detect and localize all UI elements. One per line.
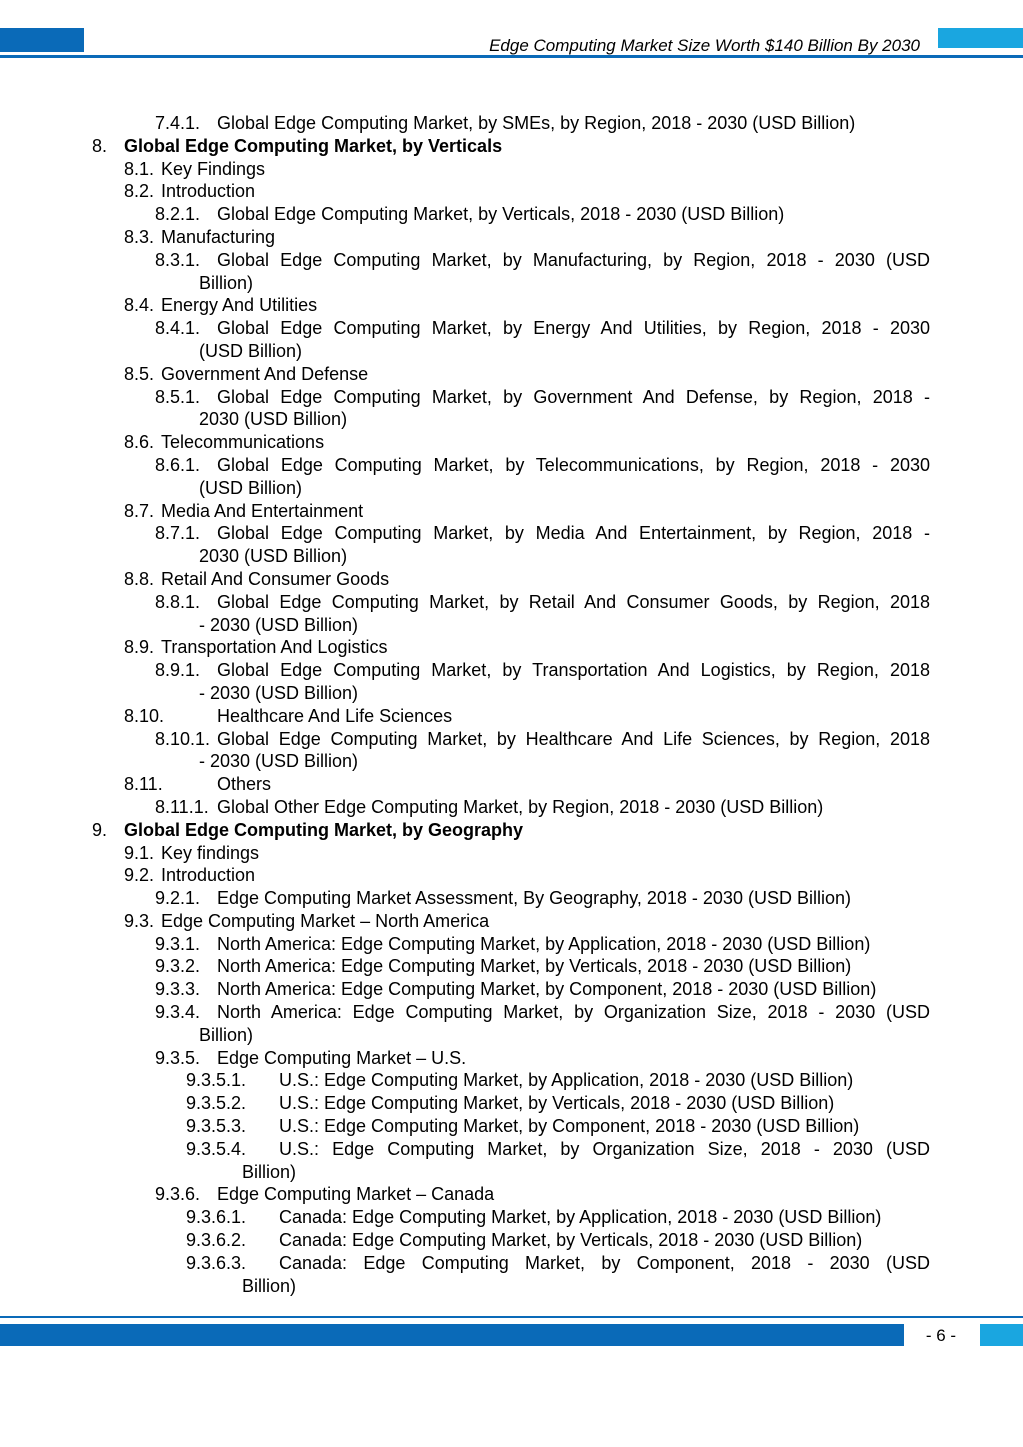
toc-entry-number: 8.6.1. bbox=[155, 454, 201, 475]
toc-entry-continuation bbox=[0, 408, 1023, 431]
toc-entry bbox=[0, 864, 1023, 887]
toc-entry-text: Global Edge Computing Market, by Retail And Consumer Goods, by Region, 2018 bbox=[217, 591, 930, 612]
toc-entry-number: 9.3.6.3. bbox=[186, 1252, 247, 1273]
toc-entry-text: Global Edge Computing Market, by Healthcare And Life Sciences, by Region, 2018 bbox=[217, 728, 930, 749]
toc-entry-text: Key findings bbox=[161, 842, 260, 863]
toc-chapter-title: Global Edge Computing Market, by Geography bbox=[124, 819, 524, 840]
toc-entry bbox=[0, 226, 1023, 249]
toc-entry-number: 8.11.1. bbox=[155, 796, 209, 817]
toc-entry-text: Canada: Edge Computing Market, by Application, 2018 - 2030 (USD Billion) bbox=[279, 1207, 882, 1228]
toc-entry-continuation bbox=[0, 1161, 1023, 1184]
toc-entry bbox=[0, 933, 1023, 956]
footer-band bbox=[0, 1324, 904, 1346]
toc-entry-text: Global Other Edge Computing Market, by Region, 2018 - 2030 (USD Billion) bbox=[217, 796, 824, 817]
toc-entry bbox=[0, 659, 1023, 682]
toc-entry-number: 9.1. bbox=[124, 842, 155, 863]
toc-entry-text: Transportation And Logistics bbox=[161, 637, 388, 658]
toc-entry-text: Edge Computing Market – Canada bbox=[217, 1184, 495, 1205]
toc-entry-text: 2030 (USD Billion) bbox=[199, 546, 348, 567]
toc-entry-number: 9.3.6.1. bbox=[186, 1207, 247, 1228]
toc-entry bbox=[0, 978, 1023, 1001]
toc-entry-text: North America: Edge Computing Market, by Organization Size, 2018 - 2030 (USD bbox=[217, 1002, 930, 1023]
toc-entry-text: Global Edge Computing Market, by Government And Defense, by Region, 2018 - bbox=[217, 386, 930, 407]
toc-entry-number: 7.4.1. bbox=[155, 113, 201, 133]
toc-entry-text: Government And Defense bbox=[161, 363, 369, 384]
toc-entry-number: 9.3. bbox=[124, 910, 155, 931]
toc-entry bbox=[0, 1092, 1023, 1115]
toc-entry-text: Global Edge Computing Market, by Telecommunications, by Region, 2018 - 2030 bbox=[217, 454, 930, 475]
toc-entry-continuation bbox=[0, 750, 1023, 773]
toc-entry bbox=[0, 842, 1023, 865]
toc-entry bbox=[0, 796, 1023, 819]
toc-entry-number: 8.1. bbox=[124, 158, 155, 179]
toc-entry-number: 9.3.6.2. bbox=[186, 1230, 247, 1251]
toc-entry-number: 9.3.3. bbox=[155, 979, 201, 1000]
toc-entry bbox=[0, 431, 1023, 454]
toc-entry bbox=[0, 773, 1023, 796]
header-accent-right bbox=[938, 28, 1023, 48]
toc-entry-number: 9. bbox=[92, 819, 108, 840]
toc-chapter bbox=[0, 819, 1023, 842]
toc-entry bbox=[0, 500, 1023, 523]
toc-entry bbox=[0, 1229, 1023, 1252]
toc-entry-continuation bbox=[0, 1275, 1023, 1298]
toc-entry-number: 8.3.1. bbox=[155, 249, 201, 270]
toc-entry-text: Canada: Edge Computing Market, by Verticals, 2018 - 2030 (USD Billion) bbox=[279, 1230, 863, 1251]
toc-entry-text: - 2030 (USD Billion) bbox=[199, 751, 359, 772]
toc-entry bbox=[0, 112, 1023, 135]
toc-entry-text: Global Edge Computing Market, by Manufacturing, by Region, 2018 - 2030 (USD bbox=[217, 249, 930, 270]
toc-entry bbox=[0, 591, 1023, 614]
toc-entry-text: Global Edge Computing Market, by Transportation And Logistics, by Region, 2018 bbox=[217, 660, 930, 681]
toc-entry-number: 8.10.1. bbox=[155, 728, 211, 749]
toc-entry-continuation bbox=[0, 614, 1023, 637]
toc-entry-text: Global Edge Computing Market, by Verticals, 2018 - 2030 (USD Billion) bbox=[217, 204, 785, 225]
toc-entry-text: Others bbox=[217, 774, 272, 795]
toc-entry bbox=[0, 910, 1023, 933]
toc-entry bbox=[0, 887, 1023, 910]
toc-entry-number: 9.3.5.1. bbox=[186, 1070, 247, 1091]
footer-accent-right bbox=[980, 1324, 1023, 1346]
toc-entry-number: 9.3.5. bbox=[155, 1047, 201, 1068]
toc-chapter-title: Global Edge Computing Market, by Verticals bbox=[124, 135, 503, 156]
toc-entry-number: 8.8. bbox=[124, 568, 155, 589]
toc-entry-continuation bbox=[0, 340, 1023, 363]
toc-entry-number: 8. bbox=[92, 135, 108, 156]
toc-entry-text: - 2030 (USD Billion) bbox=[199, 682, 359, 703]
toc-entry-text: North America: Edge Computing Market, by Component, 2018 - 2030 (USD Billion) bbox=[217, 979, 877, 1000]
page-number: - 6 - bbox=[925, 1326, 957, 1345]
toc-entry bbox=[0, 158, 1023, 181]
toc-entry bbox=[0, 1206, 1023, 1229]
toc-entry-continuation bbox=[0, 545, 1023, 568]
toc-entry-number: 8.10. bbox=[124, 705, 165, 726]
toc-entry-number: 8.8.1. bbox=[155, 591, 201, 612]
toc-entry bbox=[0, 317, 1023, 340]
toc-entry bbox=[0, 705, 1023, 728]
toc-entry-number: 8.2. bbox=[124, 181, 155, 202]
toc-entry bbox=[0, 363, 1023, 386]
toc-entry-number: 8.9.1. bbox=[155, 660, 201, 681]
toc-entry-number: 9.3.6. bbox=[155, 1184, 201, 1205]
toc-entry-number: 8.6. bbox=[124, 432, 155, 453]
toc-entry-text: - 2030 (USD Billion) bbox=[199, 614, 359, 635]
toc-entry bbox=[0, 249, 1023, 272]
toc-entry-text: Billion) bbox=[242, 1275, 297, 1296]
toc-entry-number: 8.3. bbox=[124, 226, 155, 247]
toc-entry bbox=[0, 1138, 1023, 1161]
toc-entry-text: Global Edge Computing Market, by SMEs, by Region, 2018 - 2030 (USD Billion) bbox=[217, 113, 856, 133]
toc-entry-number: 8.4.1. bbox=[155, 318, 201, 339]
toc-entry-number: 8.9. bbox=[124, 637, 155, 658]
toc-entry-text: U.S.: Edge Computing Market, by Component, 2018 - 2030 (USD Billion) bbox=[279, 1116, 860, 1137]
toc-entry-number: 8.2.1. bbox=[155, 204, 201, 225]
toc-entry bbox=[0, 294, 1023, 317]
toc-entry bbox=[0, 1047, 1023, 1070]
toc-entry-text: Introduction bbox=[161, 865, 256, 886]
toc-entry-continuation bbox=[0, 682, 1023, 705]
toc-entry-number: 8.5. bbox=[124, 363, 155, 384]
toc-entry bbox=[0, 454, 1023, 477]
toc-entry bbox=[0, 386, 1023, 409]
toc-entry-text: Edge Computing Market Assessment, By Geography, 2018 - 2030 (USD Billion) bbox=[217, 888, 851, 909]
toc-entry-number: 9.3.2. bbox=[155, 956, 201, 977]
toc-entry-text: Retail And Consumer Goods bbox=[161, 568, 390, 589]
toc-entry-text: 2030 (USD Billion) bbox=[199, 409, 348, 430]
toc-entry bbox=[0, 1115, 1023, 1138]
toc-entry-text: North America: Edge Computing Market, by Verticals, 2018 - 2030 (USD Billion) bbox=[217, 956, 852, 977]
toc-entry-text: (USD Billion) bbox=[199, 477, 303, 498]
toc-entry-number: 9.3.1. bbox=[155, 933, 201, 954]
footer-rule bbox=[0, 1316, 1023, 1318]
toc-entry-number: 8.7.1. bbox=[155, 523, 201, 544]
toc-entry-number: 9.2.1. bbox=[155, 888, 201, 909]
toc-entry-number: 9.3.5.3. bbox=[186, 1116, 247, 1137]
toc-entry-text: Healthcare And Life Sciences bbox=[217, 705, 453, 726]
toc-entry-text: Canada: Edge Computing Market, by Component, 2018 - 2030 (USD bbox=[279, 1252, 930, 1273]
header-accent-left bbox=[0, 28, 84, 52]
toc-entry bbox=[0, 1252, 1023, 1275]
toc-entry-number: 8.5.1. bbox=[155, 386, 201, 407]
header-rule bbox=[0, 55, 1023, 58]
toc-entry-text: Key Findings bbox=[161, 158, 266, 179]
toc-entry-text: U.S.: Edge Computing Market, by Verticals, 2018 - 2030 (USD Billion) bbox=[279, 1093, 835, 1114]
toc-entry-text: U.S.: Edge Computing Market, by Organization Size, 2018 - 2030 (USD bbox=[279, 1138, 930, 1159]
toc-entry-text: Media And Entertainment bbox=[161, 500, 364, 521]
toc-entry bbox=[0, 728, 1023, 751]
toc-entry bbox=[0, 1183, 1023, 1206]
table-of-contents bbox=[0, 112, 1023, 1297]
toc-entry-number: 8.7. bbox=[124, 500, 155, 521]
toc-entry bbox=[0, 1069, 1023, 1092]
toc-entry-text: Billion) bbox=[199, 1024, 254, 1045]
toc-entry-text: Edge Computing Market – U.S. bbox=[217, 1047, 467, 1068]
toc-entry-number: 9.3.4. bbox=[155, 1002, 201, 1023]
toc-entry-number: 9.2. bbox=[124, 865, 155, 886]
toc-entry-number: 9.3.5.4. bbox=[186, 1138, 247, 1159]
toc-entry-number: 8.11. bbox=[124, 774, 163, 795]
toc-entry-text: Energy And Utilities bbox=[161, 295, 318, 316]
toc-chapter bbox=[0, 135, 1023, 158]
toc-entry-continuation bbox=[0, 272, 1023, 295]
toc-entry-text: Billion) bbox=[199, 272, 254, 293]
toc-entry-text: Telecommunications bbox=[161, 432, 325, 453]
toc-entry bbox=[0, 522, 1023, 545]
toc-entry bbox=[0, 203, 1023, 226]
toc-entry bbox=[0, 568, 1023, 591]
toc-entry-text: Billion) bbox=[242, 1161, 297, 1182]
toc-entry bbox=[0, 1001, 1023, 1024]
toc-entry-continuation bbox=[0, 1024, 1023, 1047]
header-title: Edge Computing Market Size Worth $140 Billion By 2030 bbox=[489, 36, 920, 55]
toc-entry bbox=[0, 180, 1023, 203]
toc-entry-number: 8.4. bbox=[124, 295, 155, 316]
toc-entry-text: Introduction bbox=[161, 181, 256, 202]
toc-entry-text: Manufacturing bbox=[161, 226, 276, 247]
toc-entry-text: North America: Edge Computing Market, by Application, 2018 - 2030 (USD Billion) bbox=[217, 933, 871, 954]
toc-entry-text: U.S.: Edge Computing Market, by Application, 2018 - 2030 (USD Billion) bbox=[279, 1070, 854, 1091]
toc-entry bbox=[0, 636, 1023, 659]
toc-entry-text: Edge Computing Market – North America bbox=[161, 910, 490, 931]
toc-entry bbox=[0, 955, 1023, 978]
toc-entry-continuation bbox=[0, 477, 1023, 500]
toc-entry-number: 9.3.5.2. bbox=[186, 1093, 247, 1114]
toc-entry-text: Global Edge Computing Market, by Energy And Utilities, by Region, 2018 - 2030 bbox=[217, 318, 930, 339]
toc-entry-text: (USD Billion) bbox=[199, 340, 303, 361]
toc-entry-text: Global Edge Computing Market, by Media And Entertainment, by Region, 2018 - bbox=[217, 523, 930, 544]
